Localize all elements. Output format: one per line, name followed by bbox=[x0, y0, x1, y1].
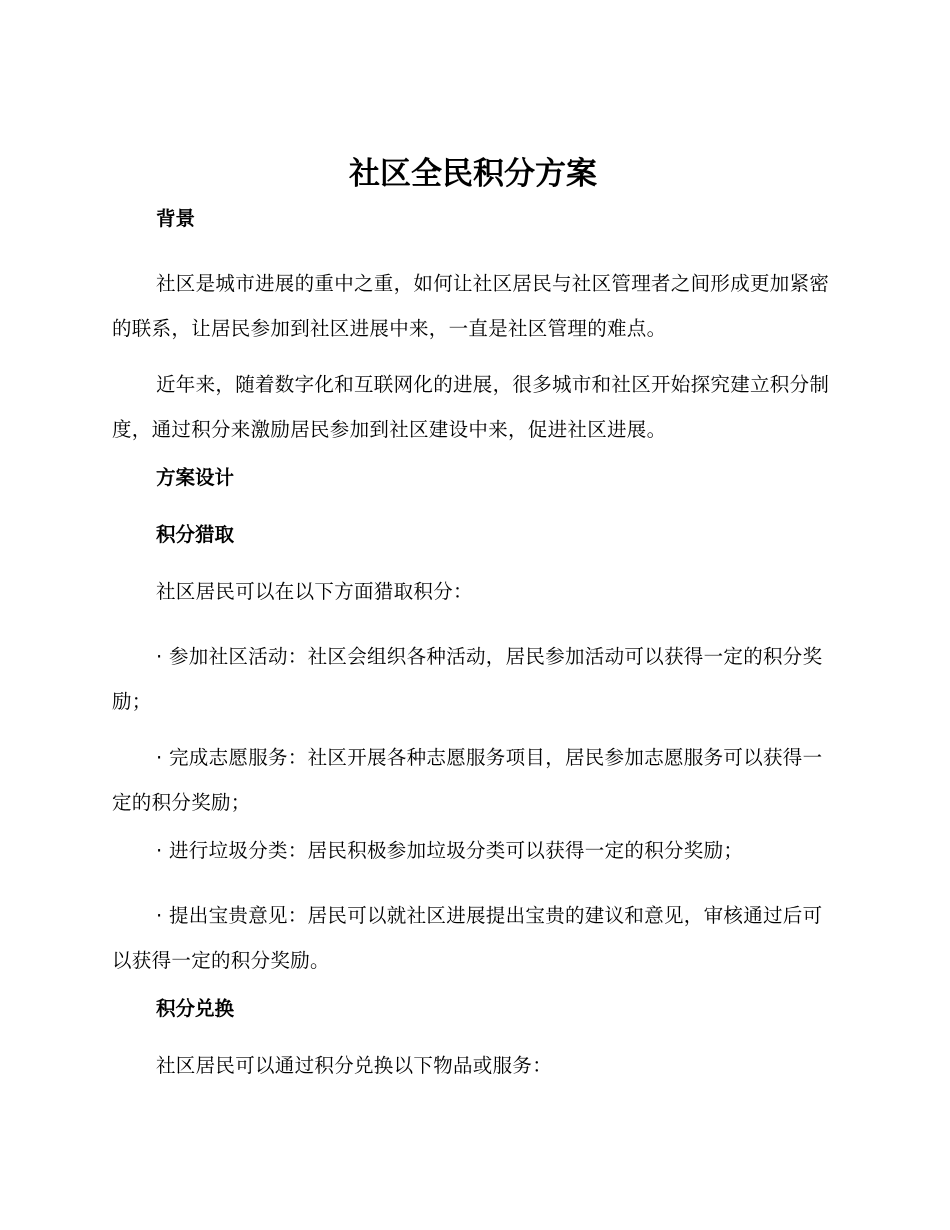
section-heading-design: 方案设计 bbox=[156, 466, 235, 489]
paragraph-background-1: 社区是城市进展的重中之重，如何让社区居民与社区管理者之间形成更加紧密的联系，让居民参加到社区进展中来，一直是社区管理的难点。 bbox=[112, 272, 830, 340]
list-item-earn-volunteer: · 完成志愿服务：社区开展各种志愿服务项目，居民参加志愿服务可以获得一定的积分奖励； bbox=[112, 746, 823, 814]
section-heading-redeem: 积分兑换 bbox=[156, 997, 235, 1020]
paragraph-redeem-intro: 社区居民可以通过积分兑换以下物品或服务： bbox=[156, 1054, 553, 1077]
list-item-earn-sorting: · 进行垃圾分类：居民积极参加垃圾分类可以获得一定的积分奖励； bbox=[156, 839, 744, 862]
document-body bbox=[112, 148, 834, 1108]
document-title: 社区全民积分方案 bbox=[349, 156, 597, 192]
paragraph-earn-intro: 社区居民可以在以下方面猎取积分： bbox=[156, 580, 473, 603]
list-item-earn-suggestions: · 提出宝贵意见：居民可以就社区进展提出宝贵的建议和意见，审核通过后可以获得一定的积分奖励。 bbox=[112, 904, 823, 972]
list-item-earn-activities: · 参加社区活动：社区会组织各种活动，居民参加活动可以获得一定的积分奖励； bbox=[112, 645, 823, 713]
section-heading-earn: 积分猎取 bbox=[156, 523, 235, 546]
section-heading-background: 背景 bbox=[156, 207, 196, 230]
paragraph-background-2: 近年来，随着数字化和互联网化的进展，很多城市和社区开始探究建立积分制度，通过积分来激励居民参加到社区建设中来，促进社区进展。 bbox=[112, 373, 830, 441]
